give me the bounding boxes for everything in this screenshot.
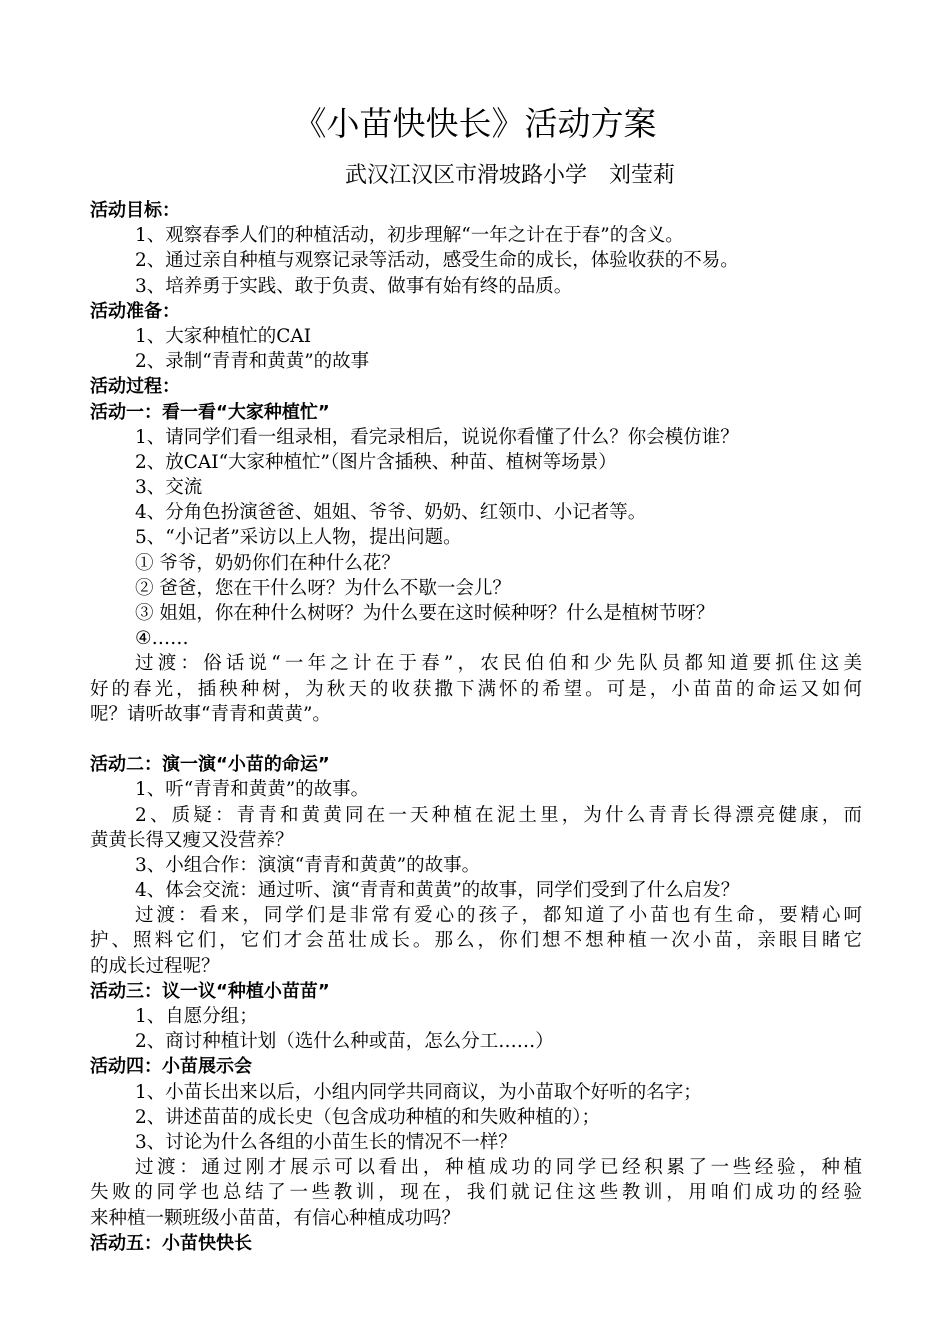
paragraph-line: 来种植一颗班级小苗苗，有信心种植成功吗？: [90, 1207, 461, 1229]
paragraph-line: ③ 姐姐，你在种什么树呀？为什么要在这时候种呀？什么是植树节呀？: [135, 603, 715, 624]
paragraph-line: ① 爷爷，奶奶你们在种什么花？: [135, 552, 400, 574]
paragraph-line: 1、观察春季人们的种植活动，初步理解“一年之计在于春”的含义。: [135, 225, 684, 247]
paragraph-line: 黄黄长得又瘦又没营养？: [90, 829, 294, 851]
paragraph-line: 好的春光，插秧种树，为秋天的收获撒下满怀的希望。可是，小苗苗的命运又如何: [90, 678, 862, 700]
paragraph-line: ② 爸爸，您在干什么呀？为什么不歇一会儿？: [135, 577, 511, 599]
paragraph-line: 1、小苗长出来以后，小组内同学共同商议，为小苗取个好听的名字；: [135, 1081, 702, 1103]
section-heading: 活动准备：: [90, 300, 180, 322]
section-heading: 活动一：看一看“大家种植忙”: [90, 401, 330, 423]
paragraph-line: 2、质疑：青青和黄黄同在一天种植在泥土里，为什么青青长得漂亮健康，而: [135, 804, 862, 826]
paragraph-line: 4、体会交流：通过听、演“青青和黄黄”的故事，同学们受到了什么启发？: [135, 880, 740, 902]
paragraph-line: 2、放CAI“大家种植忙”（图片含插秧、种苗、植树等场景）: [135, 451, 617, 473]
paragraph-line: 过渡：俗话说“一年之计在于春”，农民伯伯和少先队员都知道要抓住这美: [135, 653, 862, 675]
paragraph-line: 护、照料它们，它们才会茁壮成长。那么，你们想不想种植一次小苗，亲眼目睹它: [90, 930, 862, 952]
paragraph-line: 过渡：通过刚才展示可以看出，种植成功的同学已经积累了一些经验，种植: [135, 1157, 862, 1179]
paragraph-line: 3、小组合作：演演“青青和黄黄”的故事。: [135, 854, 481, 876]
document-body: [90, 198, 862, 1256]
author-line: 武汉江汉区市滑坡路小学 刘莹莉: [345, 163, 676, 188]
section-heading: 活动五：小苗快快长: [90, 1232, 252, 1254]
section-heading: 活动过程：: [90, 376, 180, 398]
paragraph-line: 1、请同学们看一组录相，看完录相后，说说你看懂了什么？你会模仿谁？: [135, 426, 739, 448]
paragraph-line: 4、分角色扮演爸爸、姐姐、爷爷、奶奶、红领巾、小记者等。: [135, 502, 647, 524]
paragraph-line: 2、讲述苗苗的成长史（包含成功种植的和失败种植的）；: [135, 1106, 601, 1128]
blank-line: [90, 727, 862, 752]
paragraph-line: 过渡：看来，同学们是非常有爱心的孩子，都知道了小苗也有生命，要精心呵: [135, 905, 862, 927]
paragraph-line: ④……: [135, 628, 189, 650]
paragraph-line: 2、录制“青青和黄黄”的故事: [135, 351, 370, 373]
document-title: 《小苗快快长》活动方案: [293, 104, 657, 143]
paragraph-line: 1、大家种植忙的CAI: [135, 325, 312, 347]
section-heading: 活动四：小苗展示会: [90, 1056, 252, 1078]
paragraph-line: 2、商讨种植计划（选什么种或苗，怎么分工……）: [135, 1031, 554, 1053]
section-heading: 活动目标：: [90, 200, 180, 221]
paragraph-line: 3、讨论为什么各组的小苗生长的情况不一样？: [135, 1131, 517, 1153]
section-heading: 活动三：议一议“种植小苗苗”: [90, 980, 330, 1002]
paragraph-line: 的成长过程呢？: [90, 955, 220, 977]
paragraph-line: 失败的同学也总结了一些教训，现在，我们就记住这些教训，用咱们成功的经验: [90, 1182, 862, 1204]
paragraph-line: 2、通过亲自种植与观察记录等活动，感受生命的成长，体验收获的不易。: [135, 250, 739, 272]
paragraph-line: 1、听“青青和黄黄”的故事。: [135, 779, 370, 801]
section-heading: 活动二：演一演“小苗的命运”: [90, 754, 330, 776]
paragraph-line: 呢？请听故事“青青和黄黄”。: [90, 703, 331, 725]
paragraph-line: 1、自愿分组；: [135, 1006, 258, 1027]
paragraph-line: 3、交流: [135, 477, 203, 499]
paragraph-line: 5、“小记者”采访以上人物，提出问题。: [135, 527, 462, 549]
paragraph-line: 3、培养勇于实践、敢于负责、做事有始有终的品质。: [135, 275, 573, 297]
